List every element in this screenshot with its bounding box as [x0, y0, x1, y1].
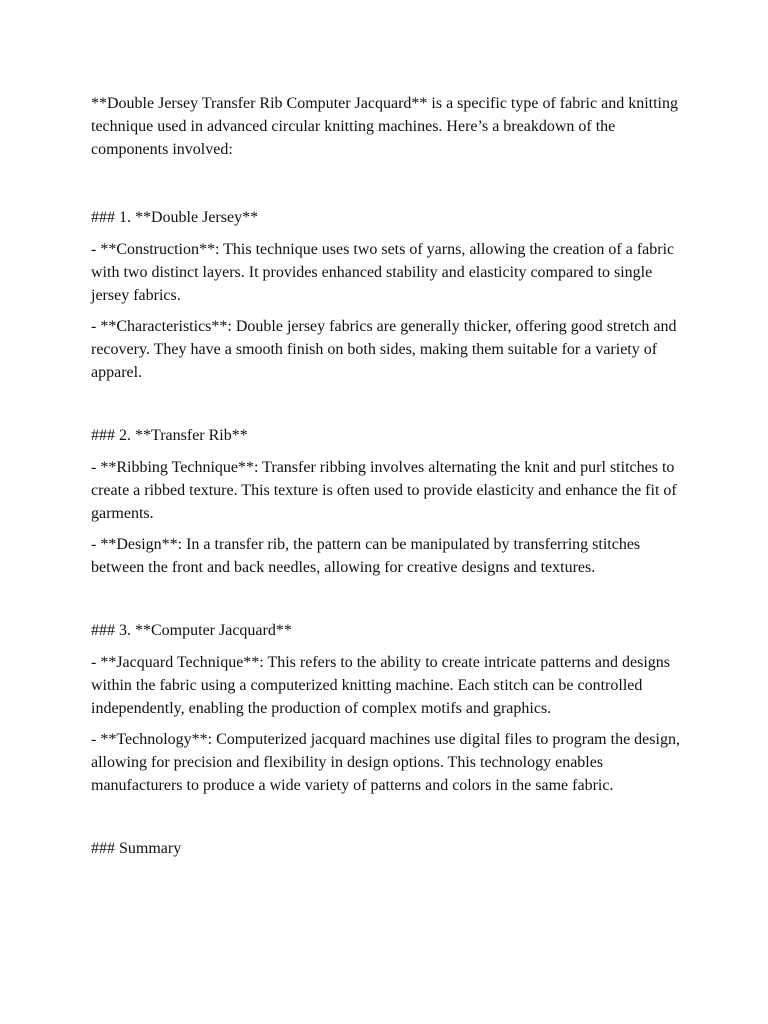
section-heading-transfer-rib: ### 2. **Transfer Rib**: [91, 427, 248, 444]
paragraph-design: - **Design**: In a transfer rib, the pattern can be manipulated by transferring stitches between the front and back needles, allowing for creative designs and textures.: [91, 536, 641, 576]
document-body: [91, 92, 691, 860]
paragraph-jacquard-technique: - **Jacquard Technique**: This refers to the ability to create intricate patterns and designs within the fabric using a computerized knitting machine. Each stitch can be controlled independently, enabling the production of complex motifs and graphics.: [91, 654, 670, 717]
paragraph-technology: - **Technology**: Computerized jacquard machines use digital files to program the design, allowing for precision and flexibility in design options. This technology enables manufacturers to produce a wide variety of patterns and colors in the same fabric.: [91, 731, 680, 794]
intro-paragraph: **Double Jersey Transfer Rib Computer Jacquard** is a specific type of fabric and knitting technique used in advanced circular knitting machines. Here’s a breakdown of the components involved:: [91, 95, 678, 158]
paragraph-characteristics: - **Characteristics**: Double jersey fabrics are generally thicker, offering good stretch and recovery. They have a smooth finish on both sides, making them suitable for a variety of apparel.: [91, 318, 677, 381]
section-heading-summary: ### Summary: [91, 840, 182, 857]
paragraph-ribbing-technique: - **Ribbing Technique**: Transfer ribbing involves alternating the knit and purl stitches to create a ribbed texture. This texture is often used to provide elasticity and enhance the fit of garments.: [91, 459, 677, 522]
section-heading-double-jersey: ### 1. **Double Jersey**: [91, 209, 259, 226]
paragraph-construction: - **Construction**: This technique uses two sets of yarns, allowing the creation of a fabric with two distinct layers. It provides enhanced stability and elasticity compared to single jersey fabrics.: [91, 241, 675, 304]
section-heading-computer-jacquard: ### 3. **Computer Jacquard**: [91, 622, 292, 639]
